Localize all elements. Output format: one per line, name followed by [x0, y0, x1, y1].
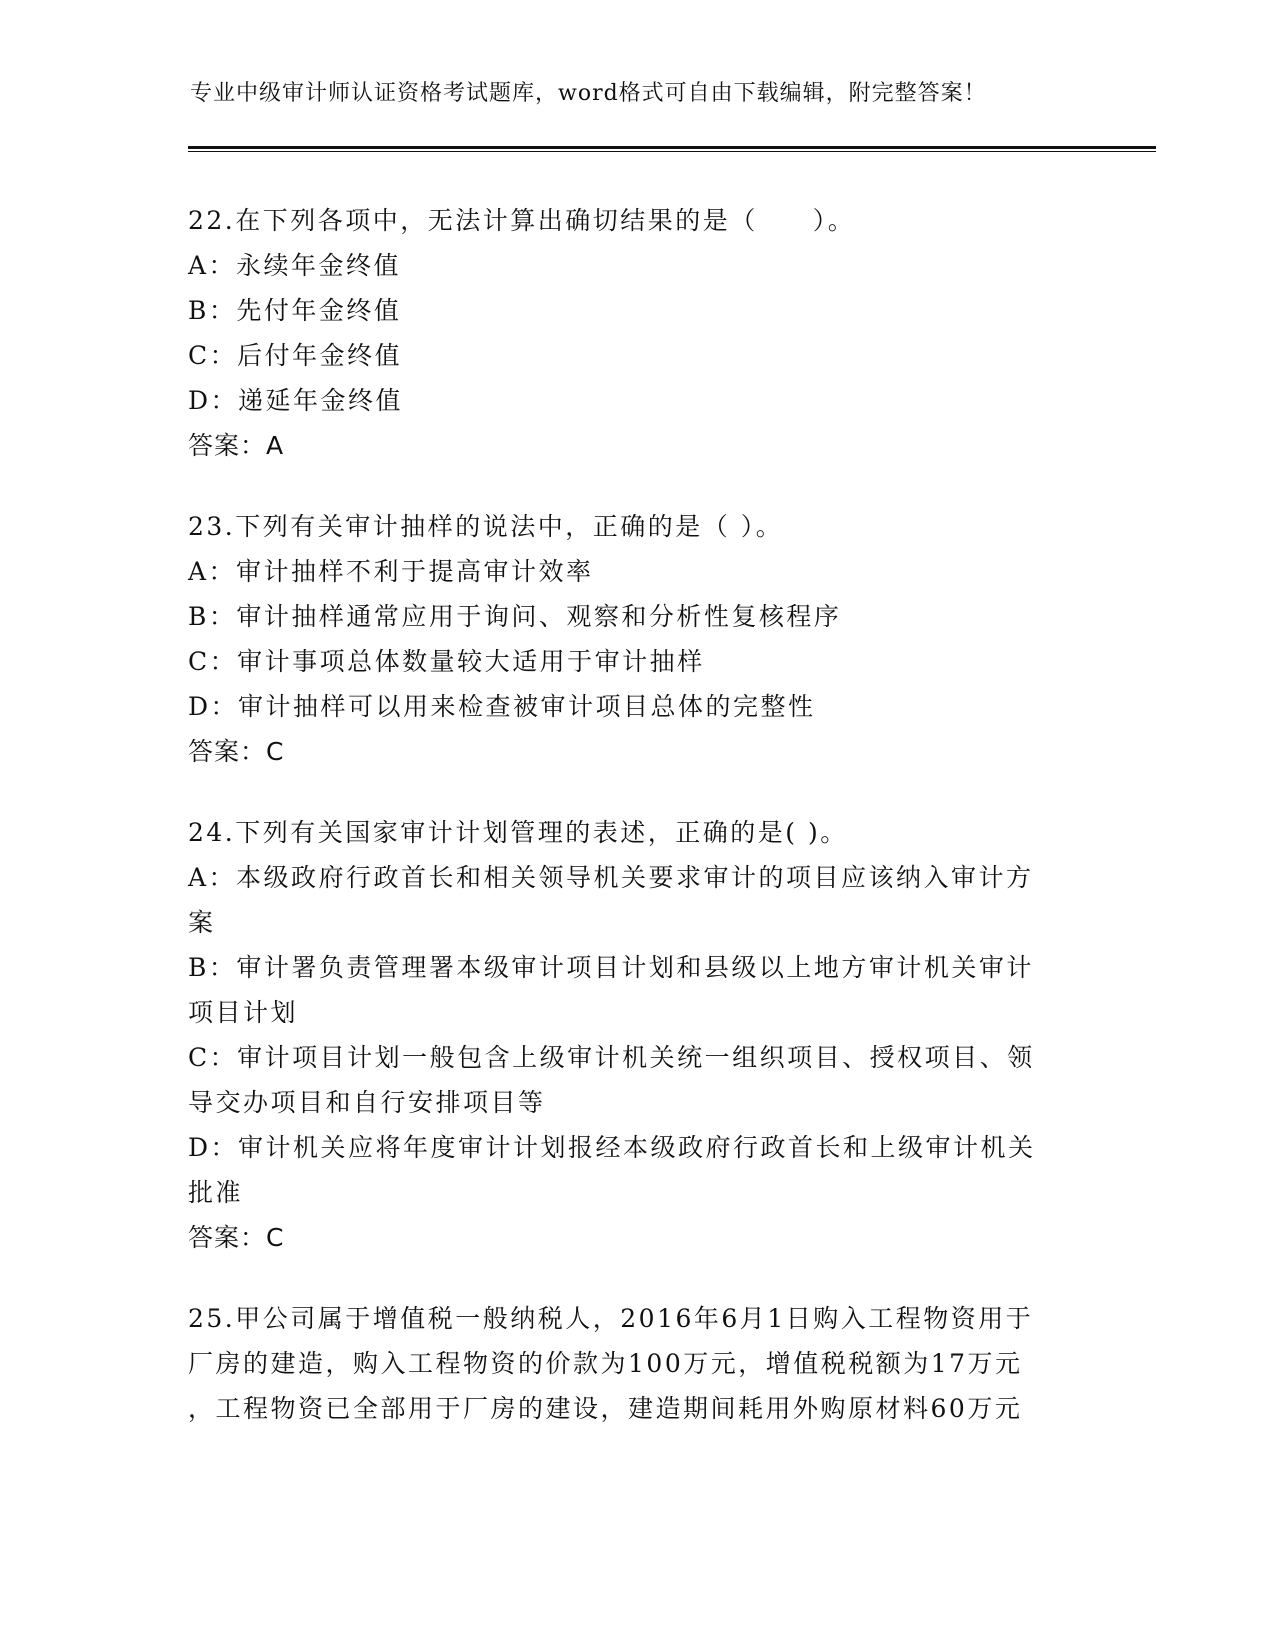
option-a-continued: 案: [188, 908, 216, 937]
question-stem: 23.下列有关审计抽样的说法中，正确的是（ ）。: [188, 512, 784, 541]
option-c: C：后付年金终值: [188, 341, 403, 370]
option-a: A：审计抽样不利于提高审计效率: [188, 557, 594, 586]
option-d-continued: 批准: [188, 1178, 244, 1207]
answer-line: 答案：A: [188, 431, 285, 460]
question-stem: 24.下列有关国家审计计划管理的表述，正确的是( )。: [188, 818, 848, 847]
header-divider-thick: [188, 146, 1156, 149]
question-list: [188, 198, 1088, 1467]
option-b: B：先付年金终值: [188, 296, 402, 325]
option-a: A：本级政府行政首长和相关领导机关要求审计的项目应该纳入审计方: [188, 863, 1034, 892]
option-a: A：永续年金终值: [188, 251, 402, 280]
option-d: D：审计抽样可以用来检查被审计项目总体的完整性: [188, 692, 816, 721]
question-24: [188, 810, 1088, 1260]
answer-line: 答案：C: [188, 1223, 285, 1252]
option-b-continued: 项目计划: [188, 998, 299, 1027]
option-c-continued: 导交办项目和自行安排项目等: [188, 1088, 546, 1117]
option-c: C：审计事项总体数量较大适用于审计抽样: [188, 647, 705, 676]
option-b: B：审计抽样通常应用于询问、观察和分析性复核程序: [188, 602, 842, 631]
question-22: [188, 198, 1088, 468]
option-b: B：审计署负责管理署本级审计项目计划和县级以上地方审计机关审计: [188, 953, 1034, 982]
page-header: 专业中级审计师认证资格考试题库，word格式可自由下载编辑，附完整答案！: [190, 81, 987, 106]
question-stem-line-3: ，工程物资已全部用于厂房的建设，建造期间耗用外购原材料60万元: [188, 1394, 1023, 1423]
option-d: D：递延年金终值: [188, 386, 404, 415]
answer-line: 答案：C: [188, 737, 285, 766]
header-divider-thin: [188, 151, 1156, 152]
question-stem-line-2: 厂房的建造，购入工程物资的价款为100万元，增值税税额为17万元: [188, 1349, 1023, 1378]
option-c: C：审计项目计划一般包含上级审计机关统一组织项目、授权项目、领: [188, 1043, 1035, 1072]
question-stem-line-1: 25.甲公司属于增值税一般纳税人，2016年6月1日购入工程物资用于: [188, 1304, 1034, 1333]
question-23: [188, 504, 1088, 774]
question-stem: 22.在下列各项中，无法计算出确切结果的是（ ）。: [188, 206, 856, 235]
option-d: D：审计机关应将年度审计计划报经本级政府行政首长和上级审计机关: [188, 1133, 1036, 1162]
question-25: [188, 1296, 1088, 1431]
